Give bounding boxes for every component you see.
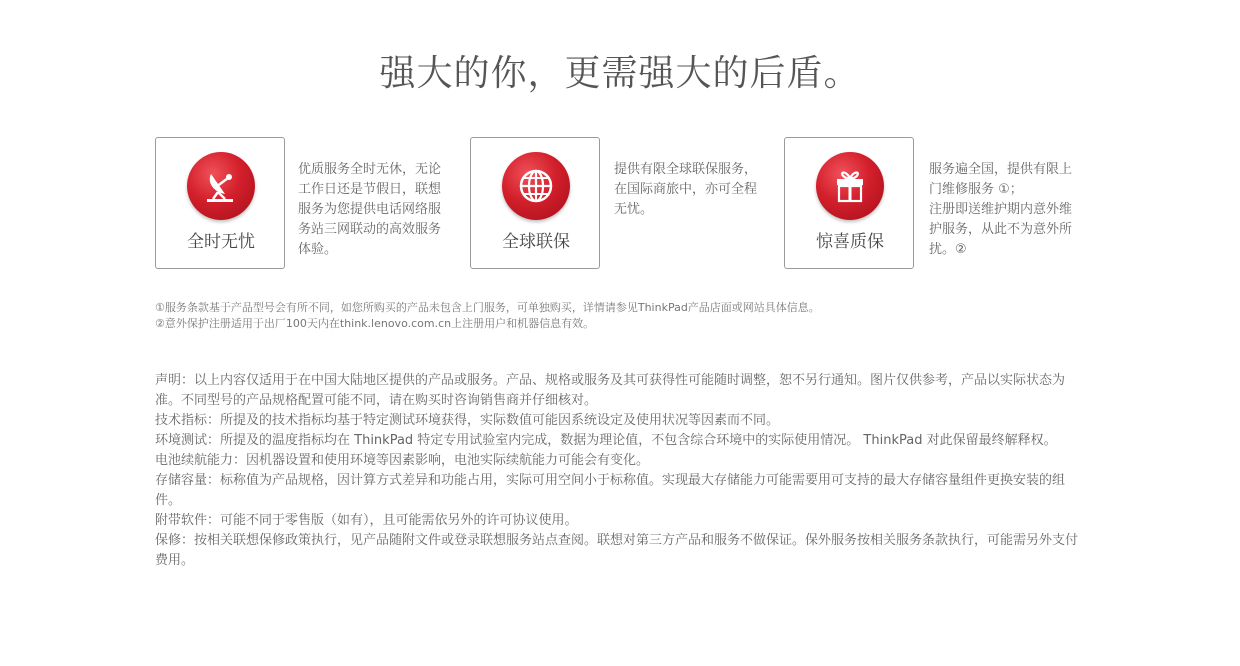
feature-label: 全时无忧 [187,232,255,252]
disclaimer-technical-specs: 技术指标：所提及的技术指标均基于特定测试环境获得，实际数值可能因系统设定及使用状况等因素而不同。 [155,413,780,428]
description-line: 优质服务全时无休，无论 [298,162,442,177]
description-line: 注册即送维护期内意外维 [929,202,1073,217]
feature-label: 惊喜质保 [816,232,884,252]
description-line: 务站三网联动的高效服务 [298,222,442,237]
disclaimer [155,371,1085,571]
footnote-1: ①服务条款基于产品型号会有所不同，如您所购买的产品未包含上门服务，可单独购买，详情请参见ThinkPad产品店面或网站具体信息。 [155,301,820,314]
disclaimer-battery: 电池续航能力：因机器设置和使用环境等因素影响，电池实际续航能力可能会有变化。 [155,453,650,468]
disclaimer-software: 附带软件：可能不同于零售版（如有），且可能需依另外的许可协议使用。 [155,513,578,528]
description-line: 扰。② [929,242,967,257]
disclaimer-environment-test: 环境测试：所提及的温度指标均在 ThinkPad 特定专用试验室内完成，数据为理论值，不包含综合环境中的实际使用情况。 ThinkPad 对此保留最终解释权。 [155,433,1057,448]
description-line: 无忧。 [614,202,654,217]
footnote-2: ②意外保护注册适用于出厂100天内在think.lenovo.com.cn上注册用户和机器信息有效。 [155,317,595,330]
globe-icon [502,152,570,220]
disclaimer-storage: 存储容量：标称值为产品规格，因计算方式差异和功能占用，实际可用空间小于标称值。实现最大存储能力可能需要用可支持的最大存储容量组件更换安装的组件。 [155,473,1066,508]
feature-card-surprise-warranty [784,137,914,269]
description-line: 体验。 [298,242,338,257]
page-title: 强大的你，更需强大的后盾。 [379,53,861,94]
description-line: 服务遍全国，提供有限上 [929,162,1073,177]
description-line: 在国际商旅中，亦可全程 [614,182,758,197]
feature-card-all-time [155,137,285,269]
feature-description-all-time [298,160,441,260]
feature-card-global-warranty [470,137,600,269]
description-line: 服务为您提供电话网络服 [298,202,442,217]
footnotes [155,300,820,332]
feature-description-surprise-warranty [929,160,1072,260]
description-line: 提供有限全球联保服务， [614,162,758,177]
disclaimer-warranty: 保修：按相关联想保修政策执行，见产品随附文件或登录联想服务站点查阅。联想对第三方产品和服务不做保证。保外服务按相关服务条款执行，可能需另外支付费用。 [155,533,1079,568]
feature-label: 全球联保 [502,232,570,252]
feature-description-global-warranty [614,160,757,220]
gift-icon [816,152,884,220]
description-line: 护服务，从此不为意外所 [929,222,1073,237]
description-line: 门维修服务 ①； [929,182,1023,197]
description-line: 工作日还是节假日，联想 [298,182,442,197]
satellite-dish-icon [187,152,255,220]
disclaimer-statement: 声明：以上内容仅适用于在中国大陆地区提供的产品或服务。产品、规格或服务及其可获得性可能随时调整，恕不另行通知。图片仅供参考，产品以实际状态为准。不同型号的产品规格配置可能不同，请在购买时咨询销售商并仔细核对。 [155,373,1066,408]
